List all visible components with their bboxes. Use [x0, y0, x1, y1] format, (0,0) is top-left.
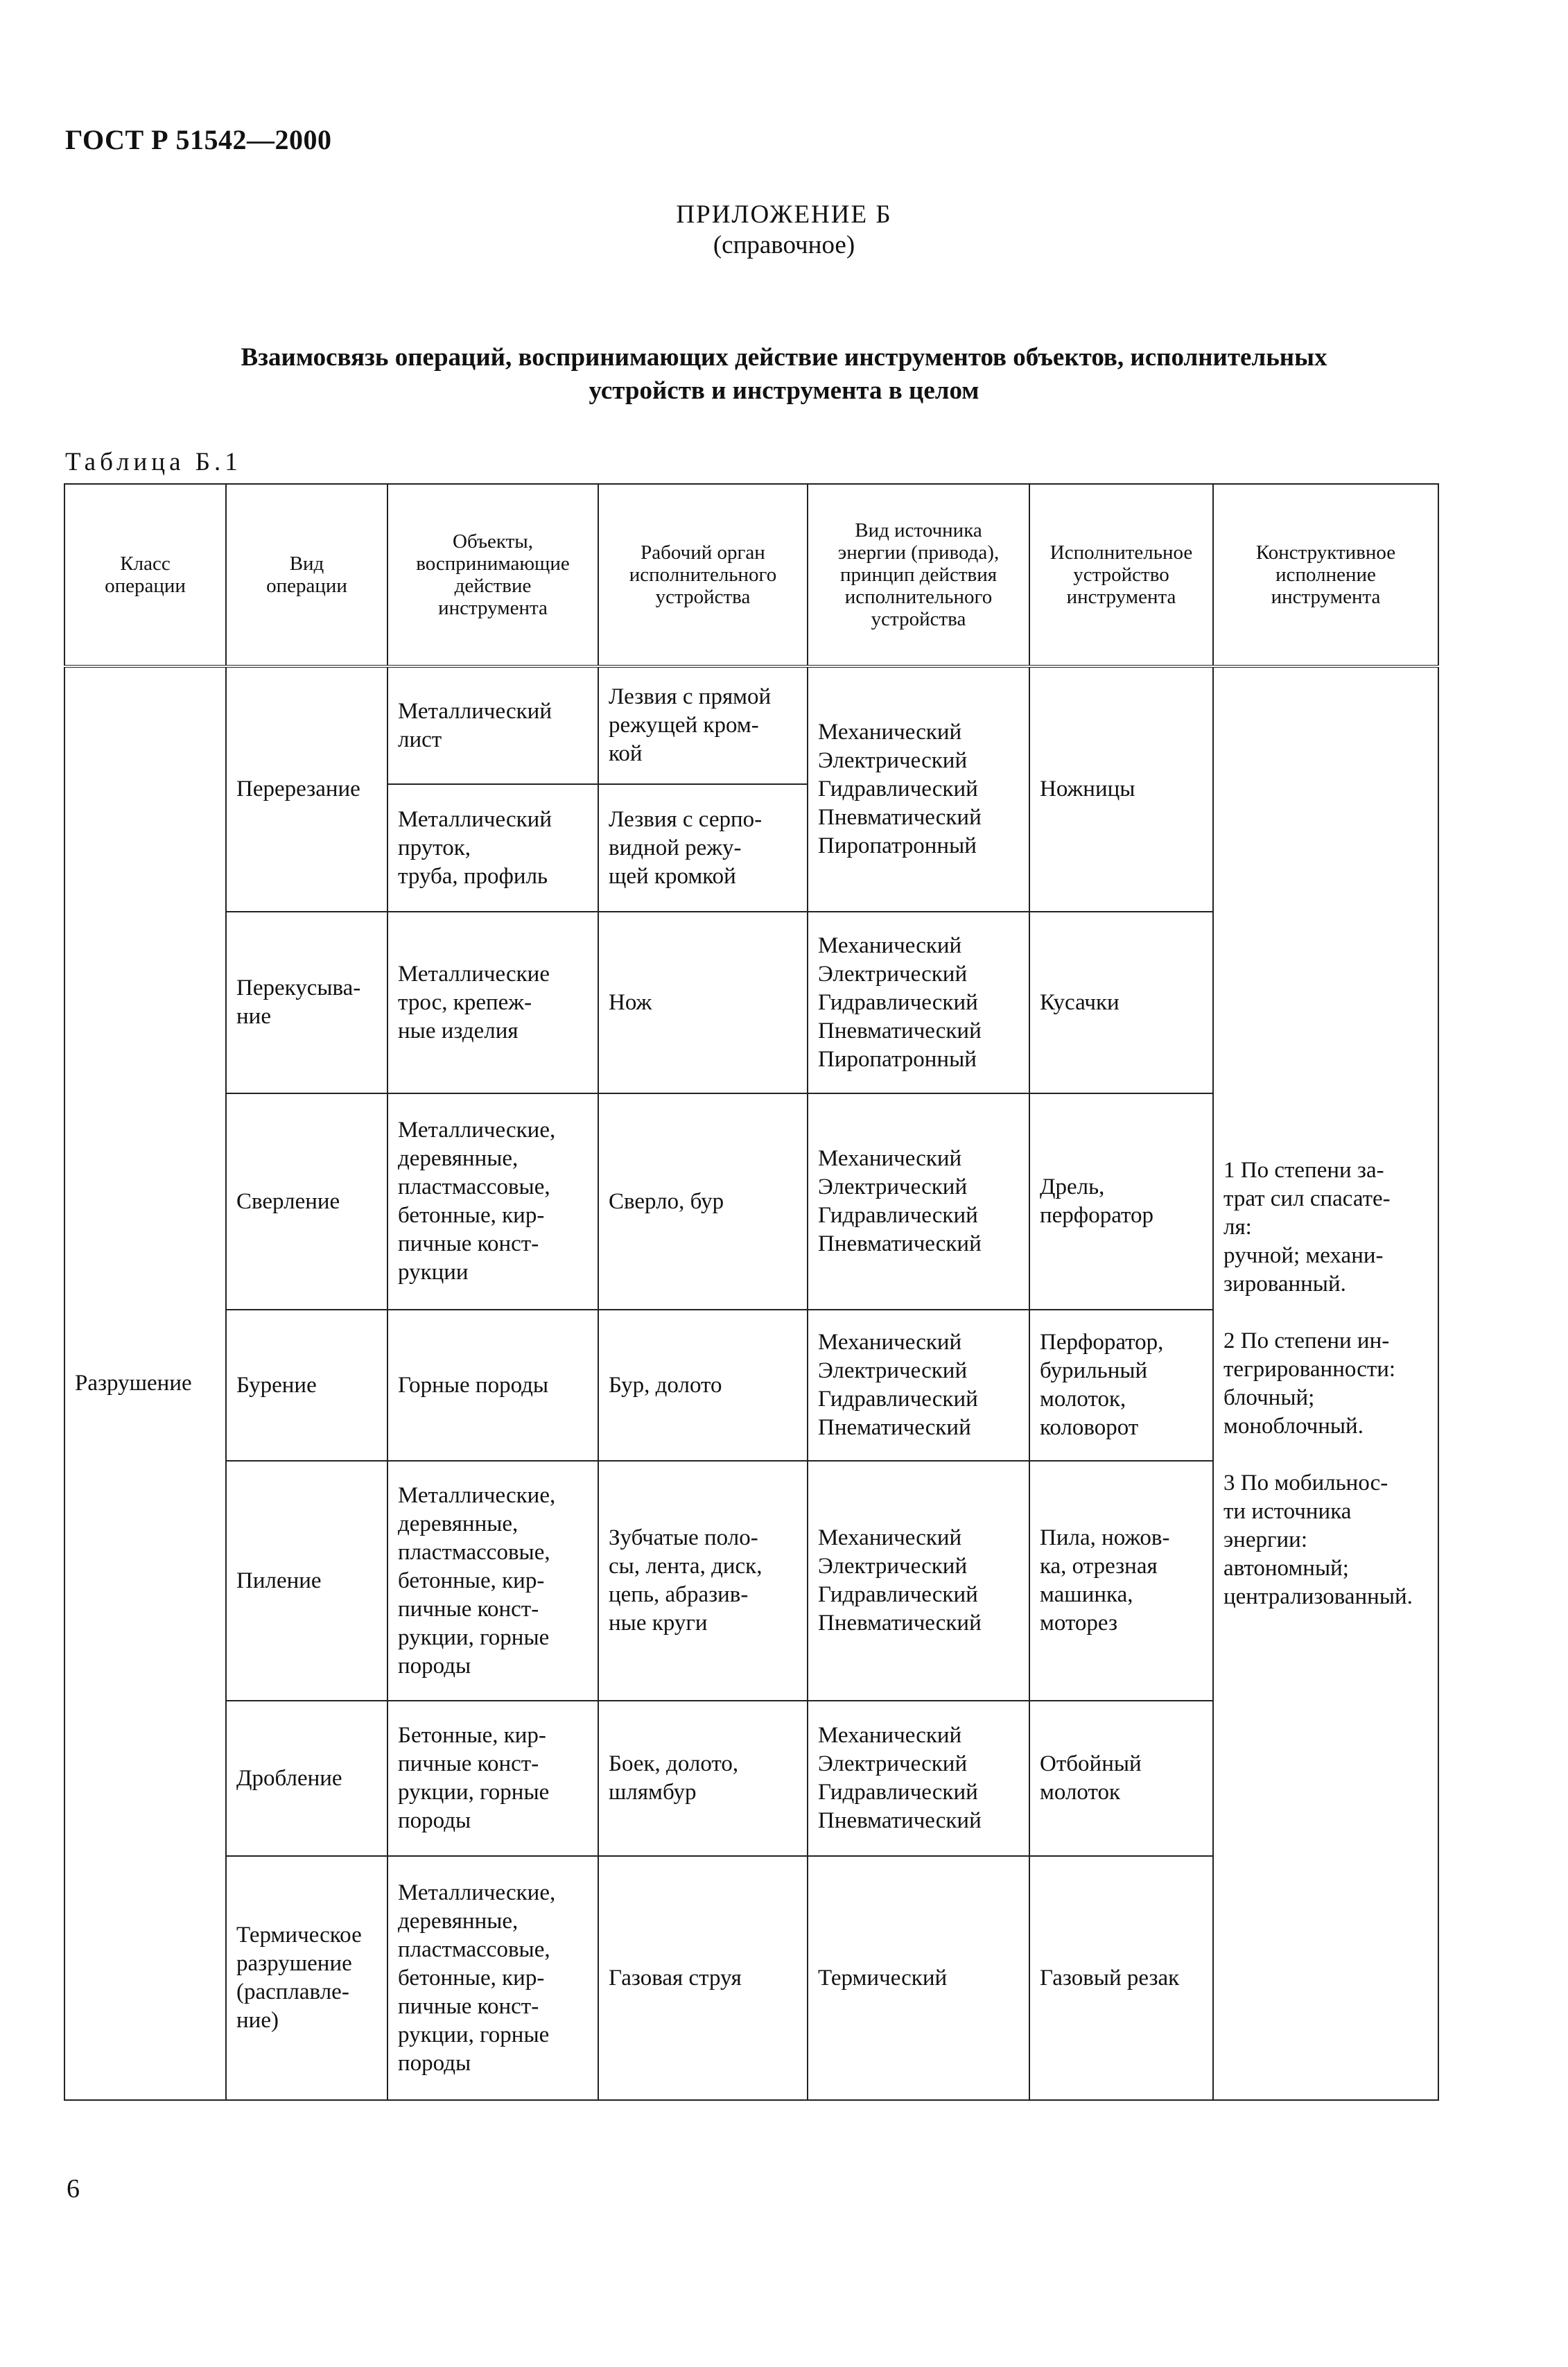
text-line: Газовый резак — [1040, 1965, 1180, 1991]
text-line: деревянные, — [398, 1908, 519, 1934]
device-cell — [1029, 1856, 1213, 2100]
text-line: Ножницы — [1040, 777, 1135, 801]
text-line: рукции, горные — [398, 2022, 550, 2047]
text-line: Вид — [289, 553, 324, 575]
device-cell — [1029, 666, 1213, 912]
text-line: Лезвия с прямой — [609, 684, 772, 709]
text-line: пруток, — [398, 835, 471, 860]
text-line: Боек, долото, — [609, 1751, 739, 1776]
text-line: устройство — [1073, 564, 1169, 586]
text-line: Пила, ножов- — [1040, 1525, 1170, 1550]
text-line: Пиропатронный — [818, 833, 977, 858]
objects-cell — [387, 784, 598, 912]
text-line: ля: — [1223, 1214, 1252, 1240]
appendix-title: ПРИЛОЖЕНИЕ Б — [676, 200, 892, 229]
working-organ-cell — [598, 1093, 808, 1310]
energy-source-cell — [808, 1461, 1029, 1701]
text-line: деревянные, — [398, 1511, 519, 1536]
text-line: Перерезание — [236, 777, 360, 801]
text-line: 1 По степени за- — [1223, 1157, 1384, 1183]
text-line: операции — [266, 575, 347, 597]
text-line: рукции — [398, 1260, 469, 1285]
text-line: Пневматический — [818, 1231, 982, 1256]
text-line: деревянные, — [398, 1146, 519, 1171]
operations-table — [64, 483, 1439, 2101]
class-cell: Разрушение — [64, 666, 226, 2100]
text-line: Бурение — [236, 1372, 317, 1398]
text-line: Гидравлический — [818, 1582, 978, 1607]
objects-cell — [387, 1701, 598, 1856]
energy-source-cell — [808, 1093, 1029, 1310]
energy-source-cell — [808, 1310, 1029, 1461]
text-line — [1223, 1299, 1428, 1327]
header-objects — [387, 484, 598, 666]
text-line: сы, лента, диск, — [609, 1554, 763, 1579]
text-line: энергии: — [1223, 1527, 1307, 1552]
text-line: принцип действия — [839, 564, 998, 586]
text-line: Исполнительное — [1049, 541, 1193, 564]
design-note-cell — [1213, 666, 1438, 2100]
text-line: Термический — [818, 1965, 948, 1991]
text-line: бетонные, кир- — [398, 1568, 545, 1593]
energy-source-cell — [808, 912, 1029, 1093]
text-line: Пневматический — [818, 1808, 982, 1833]
text-line: централизованный. — [1223, 1584, 1413, 1609]
table-caption: Таблица Б.1 — [65, 448, 242, 476]
text-line: Термическое — [236, 1923, 362, 1948]
text-line: инструмента — [1066, 586, 1176, 608]
text-line: Металлический — [398, 806, 552, 832]
text-line: бетонные, кир- — [398, 1203, 545, 1228]
header-working-organ — [598, 484, 808, 666]
objects-cell — [387, 912, 598, 1093]
text-line: Гидравлический — [818, 1387, 978, 1412]
text-line: Пиропатронный — [818, 1046, 977, 1072]
text-line: Пневматический — [818, 1018, 982, 1043]
table-title-line-1: Взаимосвязь операций, воспринимающих действие инструментов объектов, исполнительных — [241, 343, 1327, 372]
text-line: ти источника — [1223, 1498, 1352, 1524]
text-line: пластмассовые, — [398, 1174, 550, 1199]
text-line: Механический — [818, 933, 962, 958]
text-line: кой — [609, 741, 643, 766]
working-organ-cell — [598, 666, 808, 784]
working-organ-cell — [598, 1856, 808, 2100]
text-line: цепь, абразив- — [609, 1582, 749, 1607]
text-line: бетонные, кир- — [398, 1965, 545, 1991]
text-line: ные изделия — [398, 1018, 519, 1043]
text-line: Зубчатые поло- — [609, 1525, 758, 1550]
appendix-subtitle: (справочное) — [713, 231, 855, 259]
text-line: Механический — [818, 1723, 962, 1748]
text-line: тегрированности: — [1223, 1356, 1396, 1382]
header-class — [64, 484, 226, 666]
text-line: шлямбур — [609, 1780, 697, 1805]
appendix-heading — [0, 200, 1568, 261]
text-line: пластмассовые, — [398, 1936, 550, 1962]
objects-cell — [387, 1310, 598, 1461]
text-line: Механический — [818, 1146, 962, 1171]
text-line: трат сил спасате- — [1223, 1186, 1391, 1211]
text-line: труба, профиль — [398, 863, 548, 889]
text-line: Механический — [818, 1330, 962, 1355]
operation-cell — [226, 1461, 387, 1701]
text-line: Газовая струя — [609, 1965, 742, 1991]
text-line: моноблочный. — [1223, 1413, 1364, 1439]
operation-cell — [226, 912, 387, 1093]
operation-cell — [226, 1093, 387, 1310]
text-line: рукции, горные — [398, 1624, 550, 1650]
text-line: зированный. — [1223, 1271, 1346, 1297]
text-line: породы — [398, 1808, 471, 1833]
text-line: Пневматический — [818, 1611, 982, 1636]
text-line: Кусачки — [1040, 989, 1120, 1015]
device-cell — [1029, 912, 1213, 1093]
text-line: молоток — [1040, 1780, 1120, 1805]
table-title — [111, 341, 1457, 408]
text-line: Горные породы — [398, 1372, 549, 1398]
text-line: машинка, — [1040, 1582, 1133, 1607]
text-line: Вид источника — [855, 519, 982, 541]
device-cell — [1029, 1701, 1213, 1856]
table-header — [64, 484, 1438, 666]
text-line: исполнительного — [629, 564, 777, 586]
text-line: породы — [398, 2050, 471, 2076]
text-line: 2 По степени ин- — [1223, 1328, 1390, 1353]
text-line: Пневматический — [818, 805, 982, 830]
text-line: Конструктивное — [1255, 541, 1396, 564]
text-line: Перфоратор, — [1040, 1330, 1164, 1355]
text-line: пичные конст- — [398, 1993, 539, 2019]
text-line: ние) — [236, 2008, 279, 2033]
text-line: устройства — [655, 586, 751, 608]
text-line: Электрический — [818, 1358, 968, 1383]
text-line: Механический — [818, 1525, 962, 1550]
header-operation — [226, 484, 387, 666]
text-line: Пиление — [236, 1568, 322, 1593]
text-line: Гидравлический — [818, 989, 978, 1015]
text-line: видной режу- — [609, 835, 742, 860]
text-line: Механический — [818, 720, 962, 745]
objects-cell — [387, 1461, 598, 1701]
header-energy-source — [808, 484, 1029, 666]
text-line: ручной; механи- — [1223, 1242, 1384, 1268]
text-line: Электрический — [818, 1751, 968, 1776]
text-line: перфоратор — [1040, 1203, 1153, 1228]
text-line: Объекты, — [453, 530, 533, 553]
text-line: операции — [105, 575, 186, 597]
objects-cell — [387, 1856, 598, 2100]
energy-source-cell — [808, 666, 1029, 912]
text-line: 3 По мобильнос- — [1223, 1470, 1388, 1495]
text-line: Бетонные, кир- — [398, 1723, 546, 1748]
text-line: Дробление — [236, 1765, 342, 1791]
operation-cell — [226, 1701, 387, 1856]
energy-source-cell — [808, 1701, 1029, 1856]
text-line: рукции, горные — [398, 1780, 550, 1805]
device-cell — [1029, 1310, 1213, 1461]
text-line: разрушение — [236, 1951, 352, 1976]
text-line: инструмента — [438, 597, 548, 619]
text-line: (расплавле- — [236, 1979, 349, 2004]
working-organ-cell — [598, 1461, 808, 1701]
text-line: энергии (привода), — [837, 541, 1000, 564]
text-line: молоток, — [1040, 1387, 1126, 1412]
text-line: ние — [236, 1004, 271, 1029]
text-line: моторез — [1040, 1611, 1118, 1636]
text-line: ка, отрезная — [1040, 1554, 1158, 1579]
text-line: Электрический — [818, 1174, 968, 1199]
page-number: 6 — [67, 2174, 80, 2203]
text-line — [1223, 1441, 1428, 1469]
text-line: Металлические, — [398, 1118, 556, 1143]
text-line: пичные конст- — [398, 1231, 539, 1256]
table-body — [64, 666, 1438, 2100]
text-line: Гидравлический — [818, 1780, 978, 1805]
text-line: воспринимающие — [416, 553, 570, 575]
text-line: ные круги — [609, 1611, 708, 1636]
text-line: пичные конст- — [398, 1751, 539, 1776]
text-line: Бур, долото — [609, 1372, 722, 1398]
objects-cell — [387, 666, 598, 784]
working-organ-cell — [598, 784, 808, 912]
text-line: Металлический — [398, 698, 552, 724]
text-line: Электрический — [818, 748, 968, 773]
text-line: пичные конст- — [398, 1596, 539, 1622]
text-line: Нож — [609, 989, 652, 1015]
text-line: режущей кром- — [609, 713, 759, 738]
text-line: бурильный — [1040, 1358, 1148, 1383]
text-line: Пнематический — [818, 1415, 971, 1440]
text-line: коловорот — [1040, 1415, 1139, 1440]
text-line: исполнение — [1275, 564, 1376, 586]
text-line: Гидравлический — [818, 777, 978, 801]
text-line: Металлические, — [398, 1880, 556, 1905]
energy-source-cell — [808, 1856, 1029, 2100]
table-title-line-2: устройств и инструмента в целом — [589, 376, 979, 405]
text-line: породы — [398, 1653, 471, 1679]
header-device — [1029, 484, 1213, 666]
text-line: лист — [398, 727, 442, 752]
header-design — [1213, 484, 1438, 666]
working-organ-cell — [598, 912, 808, 1093]
text-line: инструмента — [1271, 586, 1381, 608]
device-cell — [1029, 1461, 1213, 1701]
device-cell — [1029, 1093, 1213, 1310]
text-line: Класс — [120, 553, 171, 575]
text-line: Металлические, — [398, 1482, 556, 1508]
text-line: Сверление — [236, 1188, 340, 1214]
text-line: Гидравлический — [818, 1203, 978, 1228]
text-line: Электрический — [818, 1554, 968, 1579]
text-line: автономный; — [1223, 1555, 1349, 1581]
text-line: Перекусыва- — [236, 976, 361, 1000]
working-organ-cell — [598, 1701, 808, 1856]
text-line: действие — [454, 575, 532, 597]
text-line: Электрический — [818, 961, 968, 987]
text-line: трос, крепеж- — [398, 989, 532, 1015]
text-line: Отбойный — [1040, 1751, 1142, 1776]
objects-cell — [387, 1093, 598, 1310]
table-row — [64, 666, 1438, 784]
operation-cell — [226, 1856, 387, 2100]
text-line: пластмассовые, — [398, 1539, 550, 1565]
text-line: блочный; — [1223, 1385, 1315, 1410]
text-line: щей кромкой — [609, 863, 736, 889]
document-code: ГОСТ Р 51542—2000 — [65, 124, 332, 155]
header-row — [64, 484, 1438, 666]
text-line: исполнительного — [844, 586, 993, 608]
text-line: устройства — [871, 608, 966, 630]
text-line: Сверло, бур — [609, 1188, 724, 1214]
text-line: Дрель, — [1040, 1174, 1105, 1199]
operation-cell — [226, 666, 387, 912]
text-line: Рабочий орган — [641, 541, 765, 564]
text-line: Лезвия с серпо- — [609, 806, 763, 832]
working-organ-cell — [598, 1310, 808, 1461]
text-line: Металлические — [398, 961, 550, 987]
operation-cell — [226, 1310, 387, 1461]
